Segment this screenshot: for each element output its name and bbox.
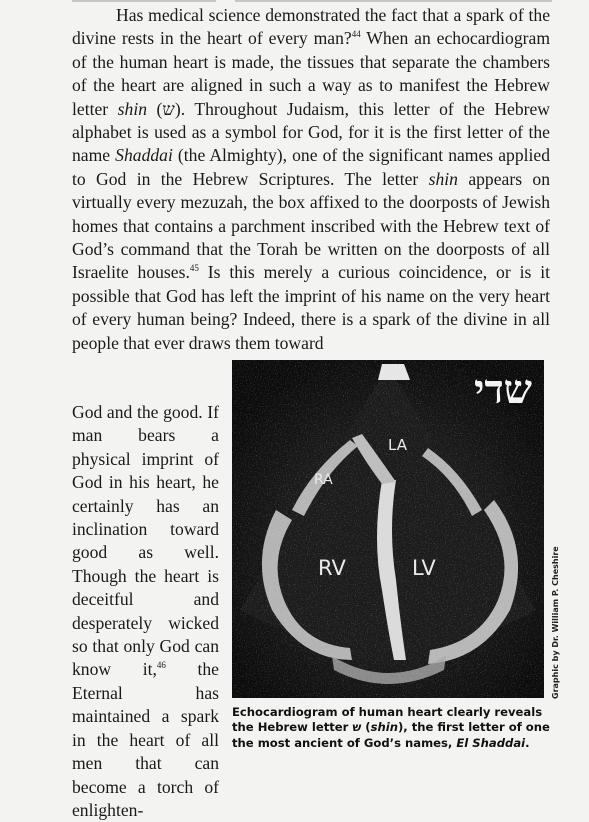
term-shin: shin: [117, 98, 148, 119]
footnote-ref-44[interactable]: 44: [351, 29, 361, 40]
caption-term-shin: shin: [370, 720, 398, 735]
figure-caption: Echocardiogram of human heart clearly reveals the Hebrew letter ש (shin), the first letter of one the most ancient of God’s names, El Shaddai.: [232, 705, 550, 750]
body-paragraph: Has medical science demonstrated the fact that a spark of the divine rests in the heart of every man?$^{44}$ When an echocardiogram of the human heart is made, the tissues that separate the chambers of the heart are aligned in such a way as to manifest the Hebrew letter shin (ש). Throughout Judaism, this letter of the Hebrew alphabet is used as a symbol for God, for it is the first letter of the name Shaddai (the Almighty), one of the significant names applied to God in the Hebrew Scriptures. The letter shin appears on virtually every mezuzah, the box affixed to the doorposts of Jewish homes that contains a parchment inscribed with the Hebrew text of God’s command that the Torah be written on the doorposts of all Israelite houses.$^{45}$ Is this merely a curious coincidence, or is it possible that God has left the imprint of his name on the very heart of every human being? Indeed, there is a spark of the divine in all people that ever draws them toward: [72, 5, 551, 353]
label-lv: LV: [412, 556, 436, 580]
top-rule: [72, 0, 552, 2]
term-shin-2: shin: [428, 168, 458, 189]
narrow-text-column: God and the good. If man bears a physical imprint of God in his heart, he certainly has an inclination toward good as well. Though the heart is deceitful and desperately wicked so that only God can know it,$^{46}$ the Eternal has maintained a spark in the heart of all men that can become a torch of enlighten-: [72, 402, 219, 820]
footnote-ref-46[interactable]: 46: [156, 660, 166, 671]
echocardiogram-figure: [232, 360, 544, 698]
caption-term-el-shaddai: El Shaddai: [456, 735, 526, 750]
label-la: LA: [388, 436, 407, 454]
footnote-ref-45[interactable]: 45: [189, 263, 199, 274]
hebrew-shaddai-label: שדי: [473, 366, 532, 413]
graphic-credit: Graphic by Dr. William P. Cheshire: [551, 546, 560, 699]
label-rv: RV: [318, 556, 346, 580]
label-ra: RA: [314, 472, 333, 488]
term-shaddai: Shaddai: [115, 145, 173, 166]
caption-shin-glyph: ש: [352, 720, 362, 735]
